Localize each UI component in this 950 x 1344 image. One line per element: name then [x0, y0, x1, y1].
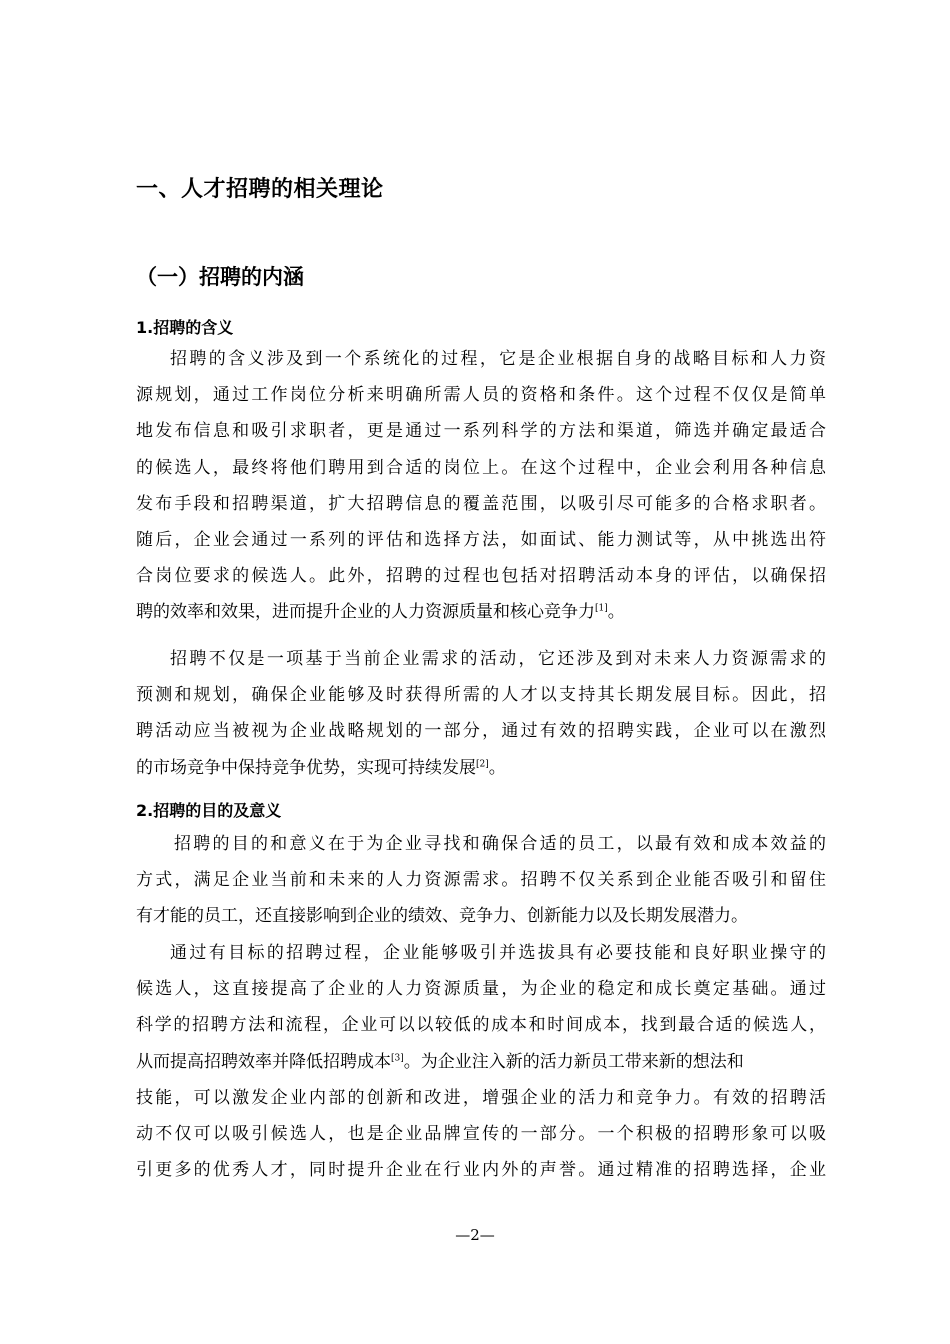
text-line: 源规划，通过工作岗位分析来明确所需人员的资格和条件。这个过程不仅仅是简单: [136, 385, 826, 406]
text-line: 预测和规划，确保企业能够及时获得所需的人才以支持其长期发展目标。因此，招: [136, 685, 826, 706]
text-line: 技能，可以激发企业内部的创新和改进，增强企业的活力和竞争力。有效的招聘活: [136, 1087, 826, 1108]
text-line: [136, 750, 826, 786]
subsection-title-1: 1.招聘的含义: [136, 318, 234, 337]
page-number: —2—: [455, 1226, 495, 1244]
text-line: 地发布信息和吸引求职者，更是通过一系列科学的方法和渠道，筛选并确定最适合: [136, 421, 826, 442]
section-heading: （一）招聘的内涵: [136, 265, 304, 289]
text-run: 的市场竞争中保持竞争优势，实现可持续发展: [136, 757, 476, 778]
text-line: 方式，满足企业当前和未来的人力资源需求。招聘不仅关系到企业能否吸引和留住: [136, 870, 826, 891]
text-run: 。: [488, 757, 506, 778]
text-run: 。为企业注入新的活力新员工带来新的想法和: [403, 1051, 744, 1072]
citation-ref: [1]: [595, 603, 608, 614]
text-line: [136, 594, 826, 630]
text-run: 聘的效率和效果，进而提升企业的人力资源质量和核心竞争力: [136, 602, 595, 623]
text-line: 候选人，这直接提高了企业的人力资源质量，为企业的稳定和成长奠定基础。通过: [136, 979, 826, 1000]
text-line: 招聘的目的和意义在于为企业寻找和确保合适的员工，以最有效和成本效益的: [174, 834, 826, 854]
text-line: 发布手段和招聘渠道，扩大招聘信息的覆盖范围，以吸引尽可能多的合格求职者。: [136, 493, 826, 514]
citation-ref: [3]: [391, 1052, 404, 1063]
text-run: 。: [607, 602, 625, 623]
citation-ref: [2]: [476, 758, 489, 769]
subsection-title-2: 2.招聘的目的及意义: [136, 801, 282, 820]
text-line: 科学的招聘方法和流程，企业可以以较低的成本和时间成本，找到最合适的候选人，: [136, 1015, 826, 1036]
paragraph-recruitment-purpose: [136, 826, 826, 935]
text-line: 随后，企业会通过一系列的评估和选择方法，如面试、能力测试等，从中挑选出符: [136, 529, 826, 550]
text-line: 通过有目标的招聘过程，企业能够吸引并选拔具有必要技能和良好职业操守的: [170, 943, 826, 963]
text-run: 从而提高招聘效率并降低招聘成本: [136, 1051, 391, 1072]
paragraph-recruitment-strategy: [136, 641, 826, 786]
text-line: 招聘的含义涉及到一个系统化的过程，它是企业根据自身的战略目标和人力资: [170, 349, 826, 369]
paragraph-recruitment-meaning: [136, 341, 826, 631]
paragraph-recruitment-significance: [136, 935, 826, 1188]
text-line: 招聘不仅是一项基于当前企业需求的活动，它还涉及到对未来人力资源需求的: [170, 649, 826, 669]
text-line: 聘活动应当被视为企业战略规划的一部分，通过有效的招聘实践，企业可以在激烈: [136, 721, 826, 742]
text-line: [136, 1044, 826, 1080]
text-line: 合岗位要求的候选人。此外，招聘的过程也包括对招聘活动本身的评估，以确保招: [136, 566, 826, 587]
text-line: 动不仅可以吸引候选人，也是企业品牌宣传的一部分。一个积极的招聘形象可以吸: [136, 1123, 826, 1144]
text-line: 引更多的优秀人才，同时提升企业在行业内外的声誉。通过精准的招聘选择，企业: [136, 1160, 826, 1181]
text-line: 的候选人，最终将他们聘用到合适的岗位上。在这个过程中，企业会利用各种信息: [136, 457, 826, 478]
chapter-heading: 一、人才招聘的相关理论: [136, 177, 384, 202]
text-line: 有才能的员工，还直接影响到企业的绩效、竞争力、创新能力以及长期发展潜力。: [136, 906, 748, 927]
